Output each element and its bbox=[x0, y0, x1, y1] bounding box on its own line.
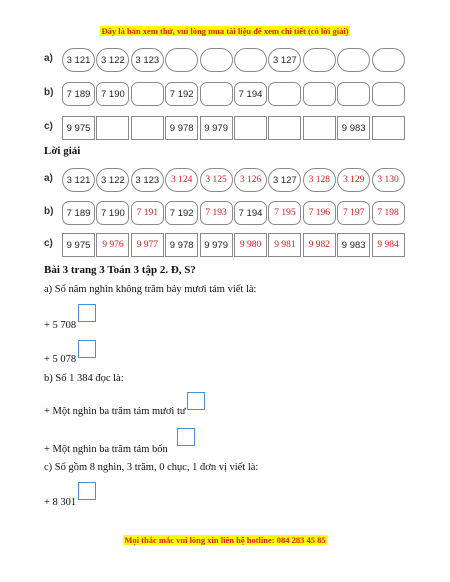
question-b-option-1: + Một nghìn ba trăm tám mươi tư bbox=[44, 406, 186, 417]
answer-number-cell: 9 981 bbox=[268, 233, 301, 257]
answer-number-cell: 3 128 bbox=[303, 168, 336, 192]
blank-number-cell[interactable] bbox=[268, 82, 301, 106]
blank-number-cell[interactable] bbox=[268, 116, 301, 140]
question-c-text: c) Số gồm 8 nghìn, 3 trăm, 0 chục, 1 đơn vị viết là: bbox=[44, 462, 259, 473]
blank-number-cell[interactable] bbox=[372, 82, 405, 106]
row-label: b) bbox=[44, 206, 54, 217]
number-cell: 7 194 bbox=[234, 201, 267, 225]
hotline-text: Mọi thắc mắc vui lòng xin liên hệ hotline: 084 283 45 85 bbox=[124, 535, 326, 545]
number-cell: 3 122 bbox=[96, 48, 129, 72]
blank-number-cell[interactable] bbox=[200, 82, 233, 106]
row-label: c) bbox=[44, 238, 53, 249]
number-cell: 9 979 bbox=[200, 233, 233, 257]
answer-box-c1[interactable] bbox=[78, 482, 96, 500]
row-label: a) bbox=[44, 53, 53, 64]
blank-number-cell[interactable] bbox=[234, 48, 267, 72]
blank-number-cell[interactable] bbox=[200, 48, 233, 72]
number-cell: 9 978 bbox=[165, 233, 198, 257]
blank-number-cell[interactable] bbox=[96, 116, 129, 140]
number-cell: 3 121 bbox=[62, 48, 95, 72]
exercise-3-heading: Bài 3 trang 3 Toán 3 tập 2. Đ, S? bbox=[44, 264, 196, 276]
answer-number-cell: 7 196 bbox=[303, 201, 336, 225]
answer-number-cell: 9 976 bbox=[96, 233, 129, 257]
answer-number-cell: 9 977 bbox=[131, 233, 164, 257]
preview-notice-banner bbox=[0, 26, 450, 36]
hotline-banner bbox=[0, 535, 450, 545]
blank-number-cell[interactable] bbox=[303, 116, 336, 140]
blank-number-cell[interactable] bbox=[372, 48, 405, 72]
answer-number-cell: 3 124 bbox=[165, 168, 198, 192]
question-c-option-1: + 8 301 bbox=[44, 497, 77, 508]
question-a-text: a) Số năm nghìn không trăm bảy mươi tám viết là: bbox=[44, 284, 257, 295]
number-cell: 9 975 bbox=[62, 233, 95, 257]
number-cell: 3 123 bbox=[131, 168, 164, 192]
row-label: b) bbox=[44, 87, 54, 98]
number-cell: 9 979 bbox=[200, 116, 233, 140]
answer-box-b1[interactable] bbox=[187, 392, 205, 410]
number-cell: 9 975 bbox=[62, 116, 95, 140]
preview-notice-text: Đây là bản xem thử, vui lòng mua tài liệu để xem chi tiết (có lời giải) bbox=[101, 26, 349, 36]
answer-number-cell: 3 129 bbox=[337, 168, 370, 192]
number-cell: 7 192 bbox=[165, 201, 198, 225]
answer-box-a2[interactable] bbox=[78, 340, 96, 358]
blank-number-cell[interactable] bbox=[337, 48, 370, 72]
answer-number-cell: 7 193 bbox=[200, 201, 233, 225]
number-cell: 9 978 bbox=[165, 116, 198, 140]
number-cell: 7 192 bbox=[165, 82, 198, 106]
number-cell: 7 190 bbox=[96, 82, 129, 106]
number-cell: 7 194 bbox=[234, 82, 267, 106]
number-cell: 3 127 bbox=[268, 168, 301, 192]
answer-number-cell: 9 980 bbox=[234, 233, 267, 257]
number-cell: 9 983 bbox=[337, 233, 370, 257]
number-cell: 3 127 bbox=[268, 48, 301, 72]
number-cell: 7 189 bbox=[62, 82, 95, 106]
answer-number-cell: 7 191 bbox=[131, 201, 164, 225]
answer-number-cell: 7 198 bbox=[372, 201, 405, 225]
solution-heading: Lời giải bbox=[44, 145, 81, 157]
number-cell: 7 189 bbox=[62, 201, 95, 225]
number-cell: 3 122 bbox=[96, 168, 129, 192]
answer-box-a1[interactable] bbox=[78, 304, 96, 322]
blank-number-cell[interactable] bbox=[303, 82, 336, 106]
blank-number-cell[interactable] bbox=[165, 48, 198, 72]
number-cell: 3 121 bbox=[62, 168, 95, 192]
answer-number-cell: 9 984 bbox=[372, 233, 405, 257]
question-a-option-1: + 5 708 bbox=[44, 320, 77, 331]
blank-number-cell[interactable] bbox=[372, 116, 405, 140]
row-label: c) bbox=[44, 121, 53, 132]
blank-number-cell[interactable] bbox=[303, 48, 336, 72]
blank-number-cell[interactable] bbox=[337, 82, 370, 106]
number-cell: 9 983 bbox=[337, 116, 370, 140]
blank-number-cell[interactable] bbox=[131, 82, 164, 106]
row-label: a) bbox=[44, 173, 53, 184]
answer-number-cell: 7 197 bbox=[337, 201, 370, 225]
blank-number-cell[interactable] bbox=[234, 116, 267, 140]
question-b-option-2: + Một nghìn ba trăm tám bốn bbox=[44, 444, 168, 455]
question-a-option-2: + 5 078 bbox=[44, 354, 77, 365]
answer-number-cell: 9 982 bbox=[303, 233, 336, 257]
answer-number-cell: 3 126 bbox=[234, 168, 267, 192]
question-b-text: b) Số 1 384 đọc là: bbox=[44, 373, 124, 384]
number-cell: 3 123 bbox=[131, 48, 164, 72]
answer-number-cell: 3 130 bbox=[372, 168, 405, 192]
answer-number-cell: 3 125 bbox=[200, 168, 233, 192]
answer-box-b2[interactable] bbox=[177, 428, 195, 446]
answer-number-cell: 7 195 bbox=[268, 201, 301, 225]
blank-number-cell[interactable] bbox=[131, 116, 164, 140]
number-cell: 7 190 bbox=[96, 201, 129, 225]
